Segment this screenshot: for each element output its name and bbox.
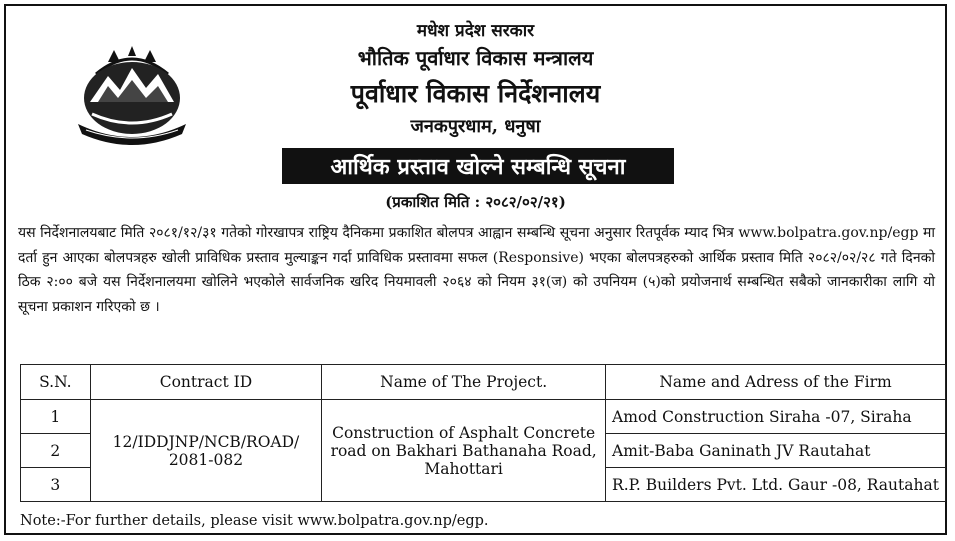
cell-firm: Amit-Baba Ganinath JV Rautahat <box>606 434 946 468</box>
header-ministry: भौतिक पूर्वाधार विकास मन्त्रालय <box>357 46 594 70</box>
header-location: जनकपुरधाम, धनुषा <box>410 116 541 137</box>
cell-firm: R.P. Builders Pvt. Ltd. Gaur -08, Rautahat <box>606 468 946 502</box>
col-header-firm: Name and Adress of the Firm <box>606 365 946 400</box>
table-header-row <box>21 365 946 400</box>
footer-note: Note:-For further details, please visit www.bolpatra.gov.np/egp. <box>20 513 489 529</box>
cell-sn: 3 <box>21 468 91 502</box>
cell-contract-id: 12/IDDJNP/NCB/ROAD/ 2081-082 <box>90 400 322 502</box>
col-header-sn: S.N. <box>21 365 91 400</box>
header-directorate: पूर्वाधार विकास निर्देशनालय <box>350 79 601 108</box>
table-row <box>21 400 946 434</box>
col-header-contract-id: Contract ID <box>90 365 322 400</box>
contract-table <box>20 364 946 502</box>
cell-project: Construction of Asphalt Concrete road on Bakhari Bathanaha Road, Mahottari <box>322 400 606 502</box>
cell-firm: Amod Construction Siraha -07, Siraha <box>606 400 946 434</box>
cell-sn: 1 <box>21 400 91 434</box>
col-header-project: Name of The Project. <box>322 365 606 400</box>
public-notice <box>4 4 947 535</box>
cell-sn: 2 <box>21 434 91 468</box>
published-date: (प्रकाशित मिति : २०८२/०२/२१) <box>385 193 566 211</box>
header-province: मधेश प्रदेश सरकार <box>416 21 535 41</box>
notice-body: यस निर्देशनालयबाट मिति २०८१/१२/३१ गतेको गोरखापत्र राष्ट्रिय दैनिकमा प्रकाशित बोलपत्र आह्वान सम्बन्धि सूचना अनुसार रितपूर्वक म्याद भित्र www.bolpatra.gov.np/egp मा दर्ता हुन आएका बोलपत्रहरु खोली प्राविधिक प्रस्ताव मुल्याङ्कन गर्दा प्राविधिक प्रस्तावमा सफल (Responsive) भएका बोलपत्रहरुको आर्थिक प्रस्ताव मिति २०८२/०२/२८ गते दिनको ठिक २:०० बजे यस निर्देशनालयमा खोलिने भएकोले सार्वजनिक खरिद नियमावली २०६४ को नियम ३१(ज) को उपनियम (५)को प्रयोजनार्थ सम्बन्धित सबैको जानकारीका लागि यो सूचना प्रकाशन गरिएको छ । <box>18 225 935 315</box>
notice-title: आर्थिक प्रस्ताव खोल्ने सम्बन्धि सूचना <box>282 148 674 184</box>
